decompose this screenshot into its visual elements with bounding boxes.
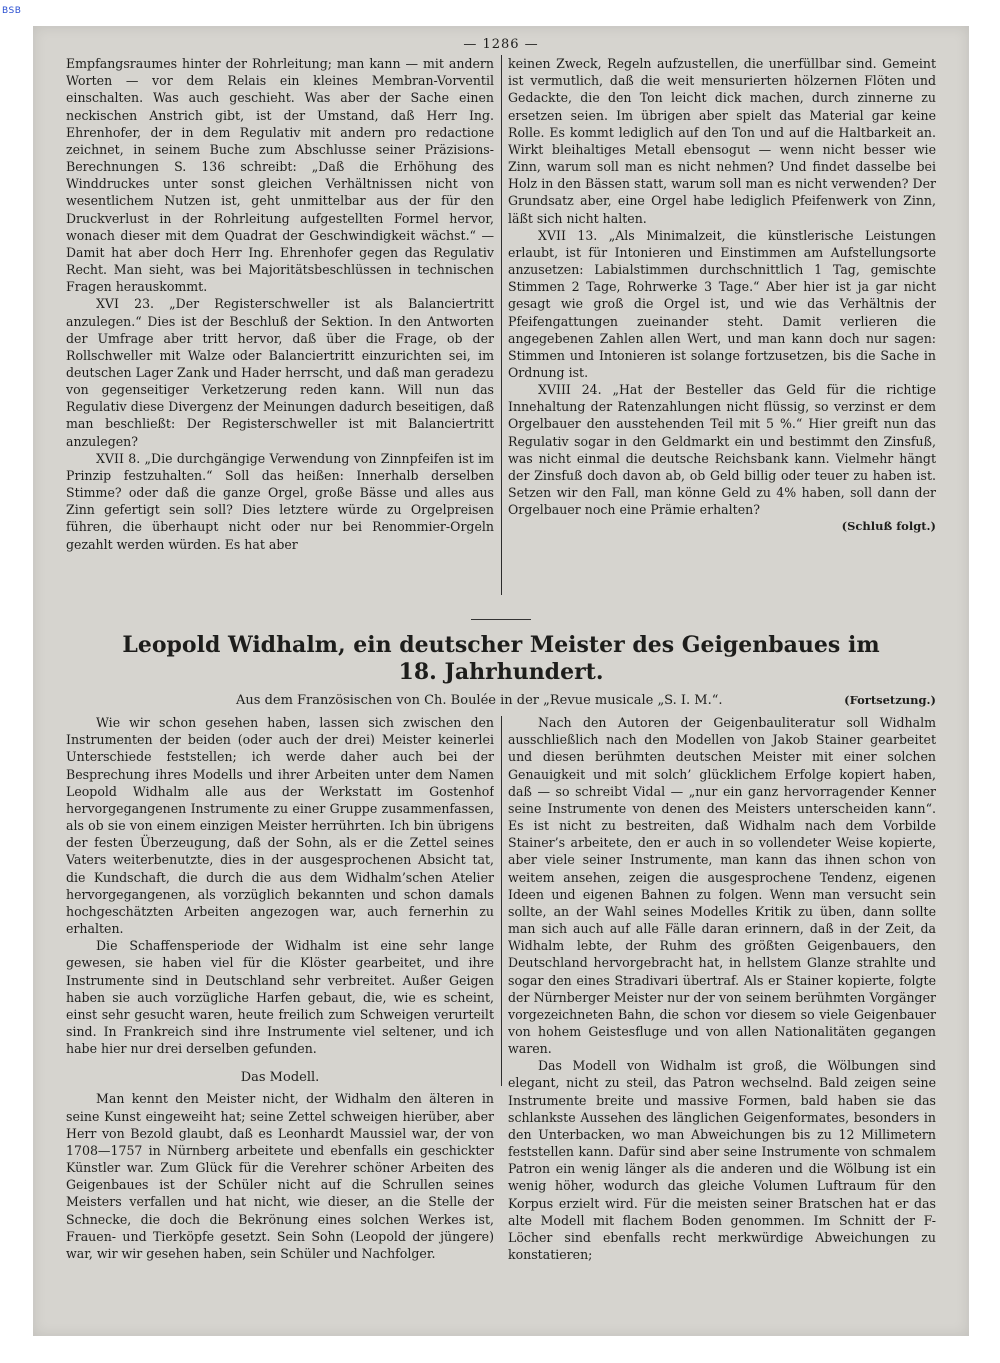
article-title xyxy=(66,632,936,686)
paragraph: Die Schaffensperiode der Widhalm ist eine sehr lange gewesen, sie haben viel für die Klöster gearbeitet, und ihre Instrumente sind in Deutschland sehr verbreitet. Außer Geigen haben sie auch vorzügliche Harfen gebaut, die, wie es scheint, einst sehr gesucht waren, heute freilich zum Schweigen verurteilt sind. In Frankreich sind ihre Instrumente viel seltener, und ich habe hier nur drei derselben gefunden. xyxy=(66,938,494,1057)
bottom-left-column xyxy=(66,714,494,1284)
paragraph: Das Modell von Widhalm ist groß, die Wölbungen sind elegant, nicht zu steil, das Patron wechselnd. Bald zeigen seine Instrumente breite und massive Formen, bald haben sie das schlankste Aussehen des länglichen Geigenformates, besonders in den Unterbacken, wo man Abweichungen bis zu 12 Millimetern feststellen kann. Dafür sind aber seine Instrumente von schmalem Patron ein wenig länger als die anderen und die Wölbung ist ein wenig höher, wodurch das gleiche Volumen Luftraum für den Korpus erzielt wird. Für die meisten seiner Bratschen hat er das alte Modell mit flachem Boden genommen. Im Schnitt der F-Löcher sind ebenfalls recht merkwürdige Abweichungen zu konstatieren; xyxy=(508,1058,936,1262)
bottom-right-column xyxy=(508,714,936,1284)
paragraph: Empfangsraumes hinter der Rohrleitung; man kann — mit andern Worten — vor dem Relais ein kleines Membran-Vorventil einschalten. Was auch geschieht. Was aber der Sache einen neckischen Anstrich gibt, ist der Umstand, daß Herr Ing. Ehrenhofer, der in dem Regulativ mit andern pro redactione zeichnet, in seinem Buche zum Abschlusse seiner Präzisions-Berechnungen S. 136 schreibt: „Daß die Erhöhung des Winddruckes unter sonst gleichen Verhältnissen nicht von wesentlichem Nutzen ist, geht unmittelbar aus der für den Druckverlust in der Rohrleitung aufgestellten Formel hervor, wonach dieser mit dem Quadrat der Geschwindigkeit wächst.“ — Damit hat aber doch Herr Ing. Ehrenhofer gegen das Regulativ Recht. Man sieht, was bei Majoritätsbeschlüssen in technischen Fragen herauskommt. xyxy=(66,56,494,295)
continued-note: (Schluß folgt.) xyxy=(841,519,936,534)
column-rule xyxy=(501,716,502,1086)
article-title-line-2: 18. Jahrhundert. xyxy=(398,659,604,686)
bottom-columns xyxy=(66,714,936,1284)
library-stamp: BSB xyxy=(2,6,22,16)
article-source: Aus dem Französischen von Ch. Boulée in der „Revue musicale „S. I. M.“. xyxy=(236,693,723,709)
page-content xyxy=(66,36,936,1284)
paragraph: XVII 8. „Die durchgängige Verwendung von Zinnpfeifen ist im Prinzip festzuhalten.“ Soll das heißen: Innerhalb derselben Stimme? oder daß die ganze Orgel, große Bässe und alles aus Zinn gefertigt sein soll? Dies letztere würde zu Orgelpreisen führen, die überhaupt nicht oder nur bei Renommier-Orgeln gezahlt werden würden. Es hat aber xyxy=(66,450,494,552)
continuation-label: (Fortsetzung.) xyxy=(844,693,936,708)
paragraph: Wie wir schon gesehen haben, lassen sich zwischen den Instrumenten der beiden (oder auch der drei) Meister keinerlei Unterschiede feststellen; ich werde daher auch bei der Besprechung ihres Modells und ihrer Arbeiten unter dem Namen Leopold Widhalm alle aus der Werkstatt im Gostenhof hervorgegangenen Instrumente zu einer Gruppe zusammenfassen, als ob sie von einem einzigen Meister herrührten. Ich bin übrigens der festen Überzeugung, daß der Sohn, als er die Zettel seines Vaters weiterbenutzte, dies in der ausgesprochenen Absicht tat, die Kundschaft, die durch die aus dem Widhalm’schen Atelier hervorgegangenen, als vorzüglich bekannten und schon damals hochgeschätzten Arbeiten angezogen war, auch fernerhin zu erhalten. xyxy=(66,715,494,937)
paragraph: keinen Zweck, Regeln aufzustellen, die unerfüllbar sind. Gemeint ist vermutlich, daß die weit mensurierten hölzernen Flöten und Gedackte, die den Ton leicht dick machen, durch zinnerne zu ersetzen seien. Im übrigen aber spielt das Material gar keine Rolle. Es kommt lediglich auf den Ton und auf die Haltbarkeit an. Wirkt bleihaltiges Metall ebensogut — wenn nicht besser wie Zinn, warum soll man es nicht nehmen? Und findet dasselbe bei Holz in den Bässen statt, warum soll man es nicht verwenden? Der Grundsatz aber, eine Orgel habe lediglich Pfeifenwerk von Zinn, läßt sich nicht halten. xyxy=(508,56,936,226)
paragraph: XVII 13. „Als Minimalzeit, die künstlerische Leistungen erlaubt, ist für Intonieren und Einstimmen am Aufstellungsorte anzusetzen: Labialstimmen durchschnittlich 1 Tag, gemischte Stimmen 2 Tage, Rohrwerke 3 Tage.“ Aber hier ist ja gar nicht gesagt wie groß die Orgel ist, und wie das Verhältnis der Pfeifengattungen zueinander steht. Damit verlieren die angegebenen Zahlen allen Wert, und man kann doch nur sagen: Stimmen und Intonieren ist solange fortzusetzen, bis die Sache in Ordnung ist. xyxy=(508,227,936,380)
section-divider xyxy=(471,619,531,620)
top-right-column xyxy=(508,55,936,603)
top-columns xyxy=(66,55,936,603)
top-left-column xyxy=(66,55,494,603)
paragraph: XVIII 24. „Hat der Besteller das Geld für die richtige Innehaltung der Ratenzahlungen nicht flüssig, so verzinst er dem Orgelbauer den ausstehenden Teil mit 5 %.“ Hier greift nun das Regulativ sogar in den Geldmarkt ein und bestimmt den Zinsfuß, was nicht einmal die deutsche Reichsbank kann. Vielmehr hängt der Zinsfuß doch davon ab, ob Geld billig oder teuer zu haben ist. Setzen wir den Fall, man könne Geld zu 4% haben, soll dann der Orgelbauer noch eine Prämie erhalten? xyxy=(508,382,936,518)
paragraph: XVI 23. „Der Registerschweller ist als Balanciertritt anzulegen.“ Dies ist der Beschluß der Sektion. In den Antworten der Umfrage aber tritt hervor, daß über die Frage, ob der Rollschweller mit Walze oder Balanciertritt einzurichten sei, im deutschen Lager Zank und Hader herrscht, und daß man geradezu von gegenseitiger Verketzerung reden kann. Will nun das Regulativ diese Divergenz der Meinungen dadurch beseitigen, daß man beschließt: Der Registerschweller ist mit Balanciertritt anzulegen? xyxy=(66,296,494,449)
section-heading: Das Modell. xyxy=(240,1070,320,1086)
paragraph: Nach den Autoren der Geigenbauliteratur soll Widhalm ausschließlich nach den Modellen von Jakob Stainer gearbeitet und diesen berühmten deutschen Meister mit einer solchen Genauigkeit und mit solch’ glücklichem Erfolge kopiert haben, daß — so schreibt Vidal — „nur ein ganz hervorragender Kenner seine Instrumente von denen des Meisters unterscheiden kann“. Es ist nicht zu bestreiten, daß Widhalm nach dem Vorbilde Stainer’s arbeitete, den er auch in so vollendeter Weise kopierte, aber viele seiner Instrumente, man kann das ihnen schon von weitem ansehen, zeigen die ausgesprochene Tendenz, eigenen Ideen und eigenen Bahnen zu folgen. Wenn man versucht sein sollte, an der Wahl seines Modelles Kritik zu üben, dann sollte man sich auch auf alle Fälle daran erinnern, daß in der Zeit, da Widhalm lebte, der Ruhm des größten Geigenbauers, den Deutschland hervorgebracht hat, in hellstem Glanze strahlte und sogar den eines Stradivari übertraf. Als er Stainer kopierte, folgte der Nürnberger Meister nur der von seinem berühmten Vorgänger vorgezeichneten Bahn, die schon vor diesem so viele Geigenbauer von hohem Geistesfluge und von allen Nationalitäten gegangen waren. xyxy=(508,715,936,1057)
article-title-line-1: Leopold Widhalm, ein deutscher Meister des Geigenbaues im xyxy=(122,632,880,659)
column-rule xyxy=(501,55,502,595)
page-number: — 1286 — xyxy=(463,37,539,52)
article-source-line xyxy=(66,692,936,714)
paragraph: Man kennt den Meister nicht, der Widhalm den älteren in seine Kunst eingeweiht hat; seine Zettel schweigen hierüber, aber Herr von Bezold glaubt, daß es Leonhardt Maussiel war, der von 1708—1757 in Nürnberg arbeitete und ebenfalls ein geschickter Künstler war. Zum Glück für die Verehrer schöner Arbeiten des Geigenbaues ist der Schüler nicht auf die Schrullen seines Meisters verfallen und hat nicht, wie dieser, an die Stelle der Schnecke, die doch die Bekrönung eines solchen Werkes ist, Frauen- und Tierköpfe gesetzt. Sein Sohn (Leopold der jüngere) war, wir wir gesehen haben, sein Schüler und Nachfolger. xyxy=(66,1091,494,1261)
